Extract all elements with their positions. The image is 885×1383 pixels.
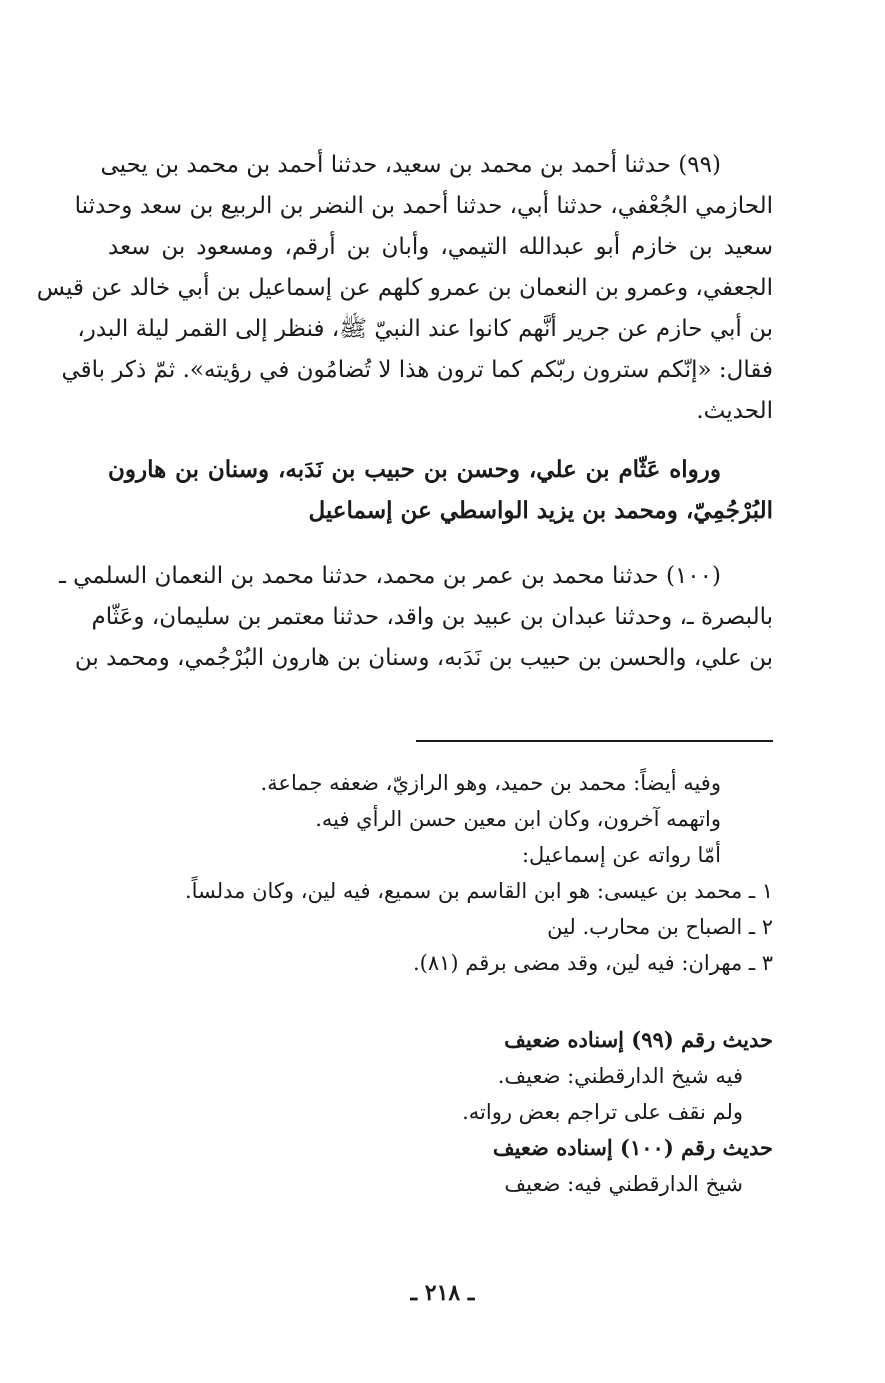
hadith-grading-block [108,1022,773,1202]
text-line: الجعفي، وعمرو بن النعمان بن عمرو كلهم عن إسماعيل بن أبي خالد عن قيس [36,275,773,301]
grading-heading: حديث رقم (٩٩) إسناده ضعيف [504,1027,773,1052]
text-line: بن علي، والحسن بن حبيب بن نَدَبه، وسنان بن هارون البُرْجُمي، ومحمد بن [74,645,773,671]
text-line: سعيد بن خازم أبو عبدالله التيمي، وأبان بن أرقم، ومسعود بن سعد [108,234,773,260]
text-line: (١٠٠) حدثنا محمد بن عمر بن محمد، حدثنا محمد بن النعمان السلمي ـ [59,563,721,589]
text-line: البُرْجُمِيّ، ومحمد بن يزيد الواسطي عن إسماعيل [308,497,773,524]
narration-note-paragraph [108,449,773,531]
text-line: بالبصرة ـ، وحدثنا عبدان بن عبيد بن واقد، حدثنا معتمر بن سليمان، وعَثّام [91,604,773,630]
page-number: ـ ٢١٨ ـ [410,1280,475,1306]
grading-line: شيخ الدارقطني فيه: ضعيف [504,1172,743,1196]
text-line: الحديث. [696,398,773,424]
footnote-line: وفيه أيضاً: محمد بن حميد، وهو الرازيّ، ضعفه جماعة. [260,771,721,795]
footnote-line: ٣ ـ مهران: فيه لين، وقد مضى برقم (٨١). [412,951,773,975]
footnote-block [108,765,773,981]
grading-line: ولم نقف على تراجم بعض رواته. [462,1100,743,1124]
footnote-line: ٢ ـ الصباح بن محارب. لين [547,915,773,939]
footnote-line: ١ ـ محمد بن عيسى: هو ابن القاسم بن سميع، فيه لين، وكان مدلساً. [184,879,773,903]
text-line: ورواه عَثّام بن علي، وحسن بن حبيب بن نَدَبه، وسنان بن هارون [108,456,721,483]
text-line: الحازمي الجُعْفي، حدثنا أبي، حدثنا أحمد بن النضر بن الربيع بن سعد وحدثنا [74,193,773,219]
grading-heading: حديث رقم (١٠٠) إسناده ضعيف [492,1135,773,1160]
footnote-line: أمّا رواته عن إسماعيل: [521,843,721,867]
grading-line: فيه شيخ الدارقطني: ضعيف. [497,1064,743,1088]
hadith-99-paragraph [36,145,773,432]
hadith-100-paragraph [59,556,773,679]
text-line: (٩٩) حدثنا أحمد بن محمد بن سعيد، حدثنا أحمد بن محمد بن يحيى [100,152,721,178]
footnote-divider [416,740,773,742]
footnote-line: واتهمه آخرون، وكان ابن معين حسن الرأي فيه. [315,807,721,831]
text-line: فقال: «إنّكم سترون ربّكم كما ترون هذا لا تُضامُون في رؤيته». ثمّ ذكر باقي [61,357,773,383]
text-line: بن أبي حازم عن جرير أنَّهم كانوا عند النبيّ ﷺ، فنظر إلى القمر ليلة البدر، [77,316,773,342]
